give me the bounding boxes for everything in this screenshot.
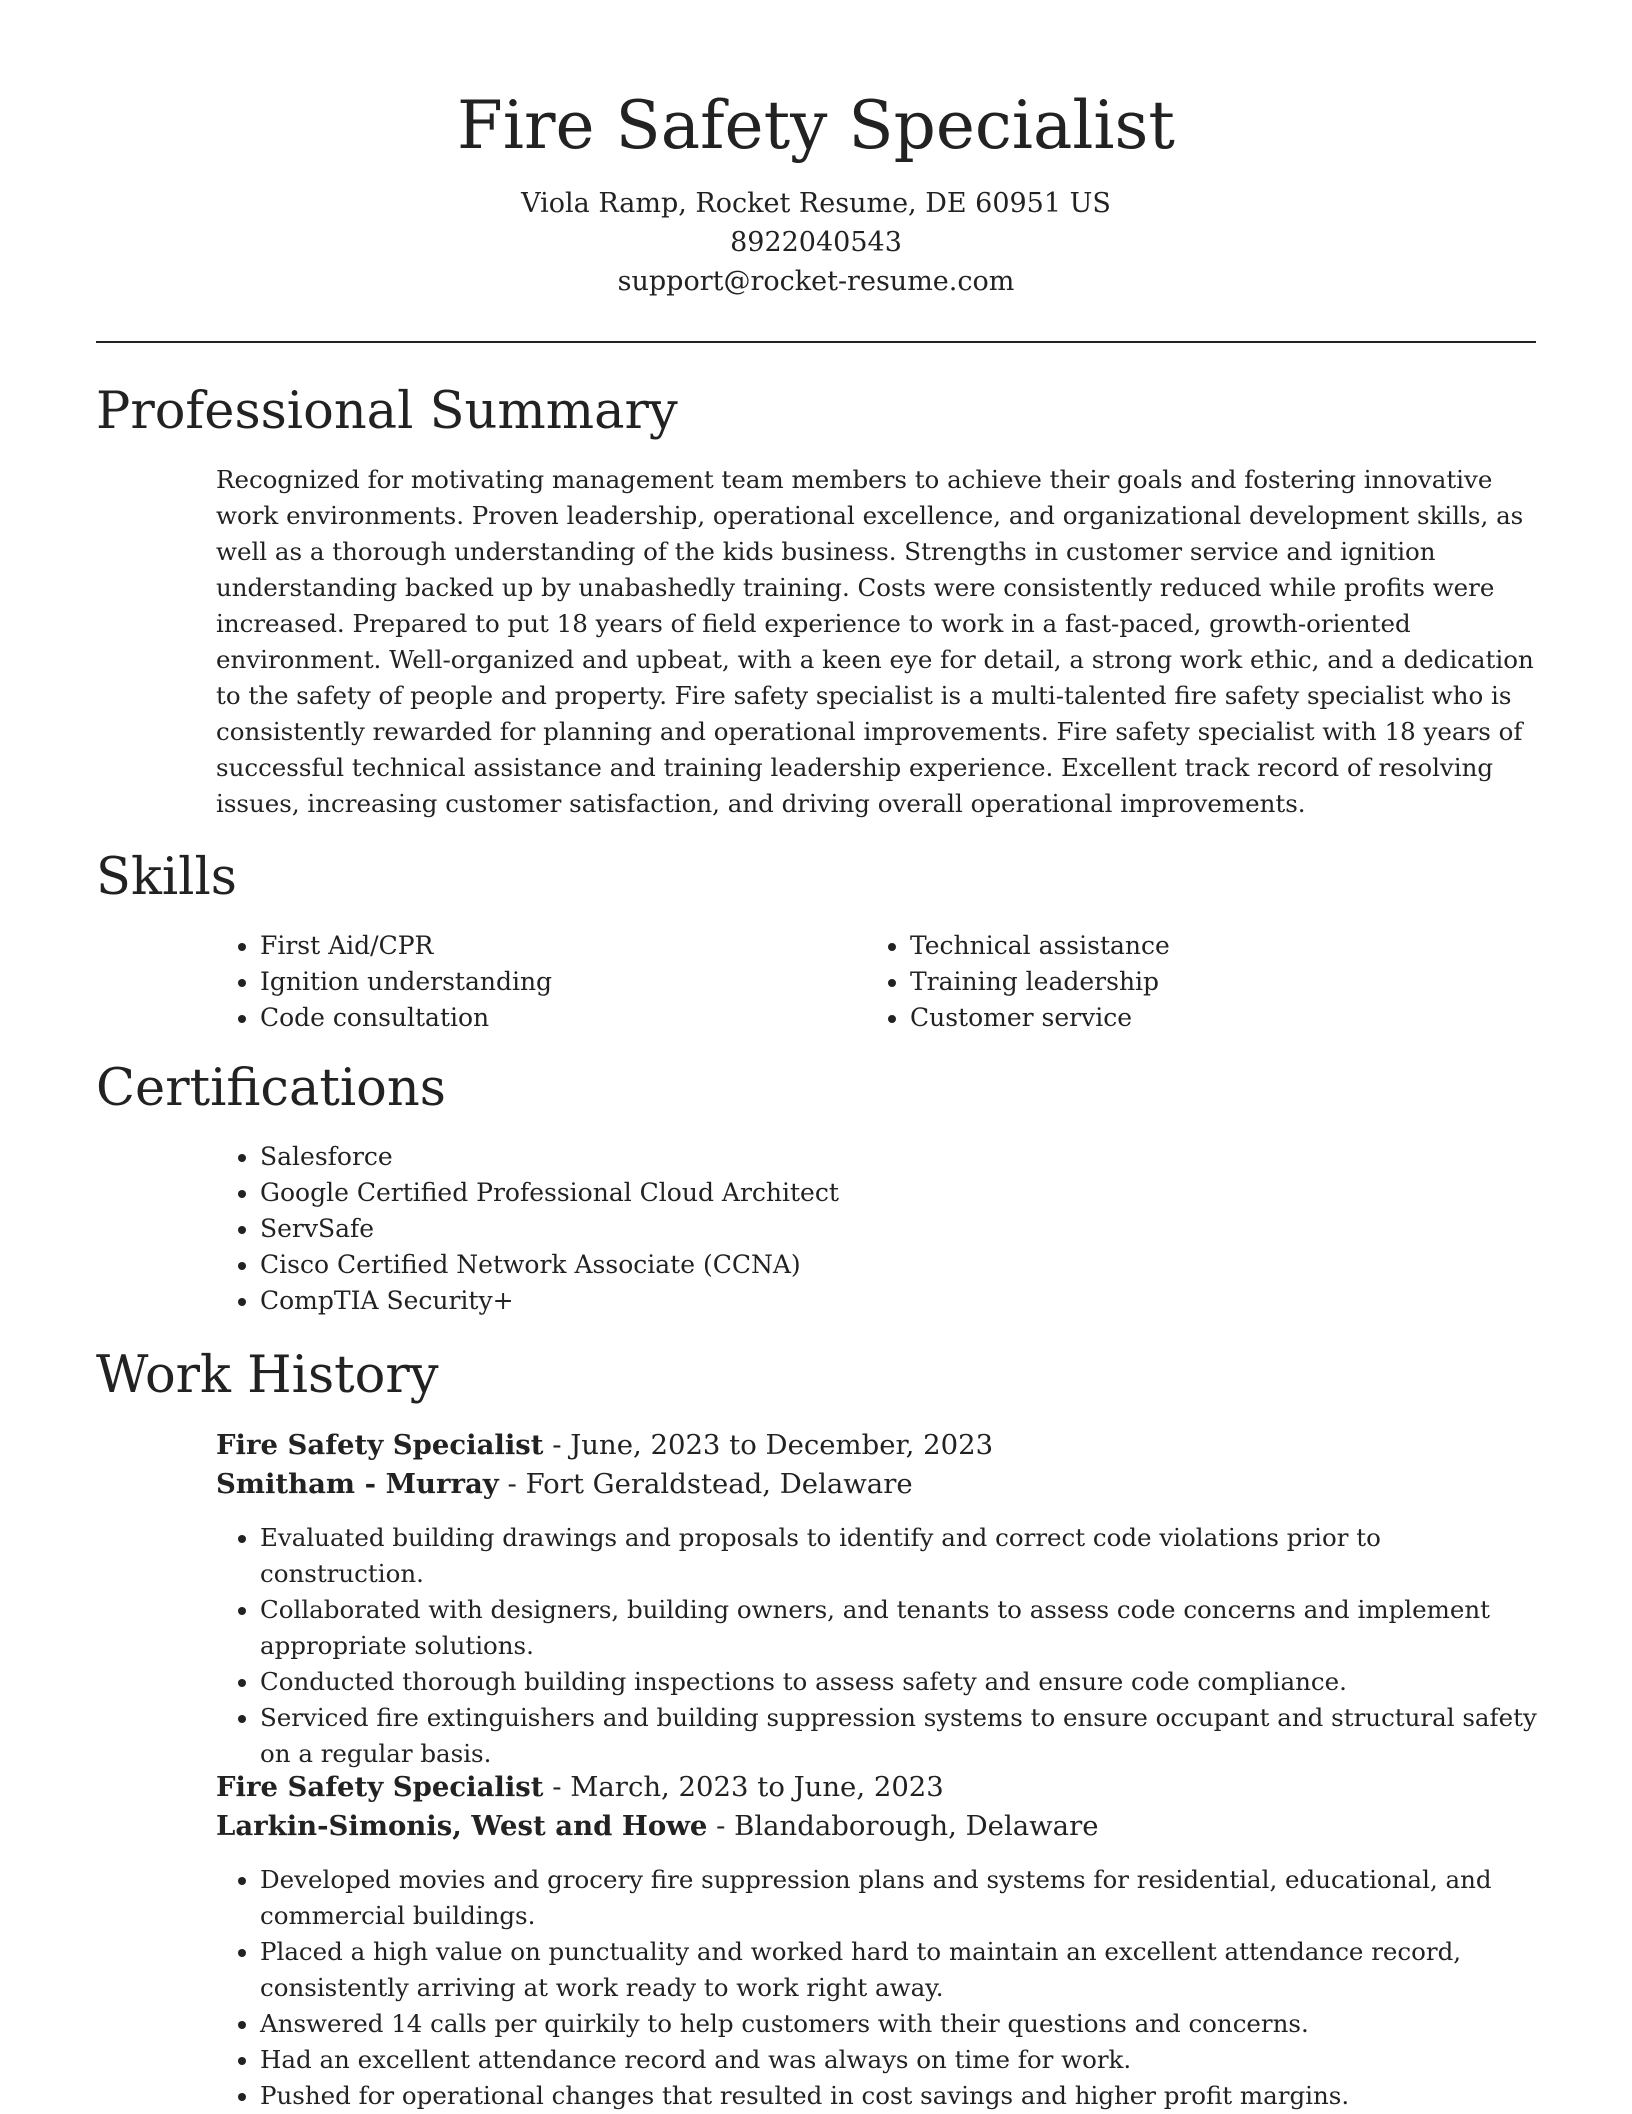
list-item: • Placed a high value on punctuality and worked hard to maintain an excellent attendance record, consistently arriving at work ready to work right away. <box>260 1934 1546 2006</box>
certifications-list <box>216 1139 1516 1319</box>
job-dates: - March, 2023 to June, 2023 <box>543 1771 944 1803</box>
certifications-block <box>216 1139 1516 1319</box>
skills-column-left <box>216 928 816 1036</box>
list-item: • Google Certified Professional Cloud Architect <box>260 1175 1516 1211</box>
list-item: • Answered 14 calls per quirkily to help customers with their questions and concerns. <box>260 2006 1546 2042</box>
job-bullets-block <box>216 1862 1546 2114</box>
job-company: Smitham - Murray <box>216 1468 499 1500</box>
job-location: - Fort Geraldstead, Delaware <box>498 1468 913 1500</box>
job-company-line <box>216 1464 913 1504</box>
skills-list-left <box>216 928 816 1036</box>
list-item: • Technical assistance <box>910 928 1506 964</box>
contact-phone: 8922040543 <box>730 227 902 258</box>
list-item: • Evaluated building drawings and proposals to identify and correct code violations prior to construction. <box>260 1520 1546 1592</box>
job-title: Fire Safety Specialist <box>216 1771 544 1803</box>
list-item: • Serviced fire extinguishers and building suppression systems to ensure occupant and structural safety on a regular basis. <box>260 1700 1546 1772</box>
job-title-line <box>216 1425 993 1465</box>
summary-text: Recognized for motivating management team members to achieve their goals and fostering innovative work environments. Proven leadership, operational excellence, and organizational development skills, as well as a thorough understanding of the kids business. Strengths in customer service and ignition understanding backed up by unabashedly training. Costs were consistently reduced while profits were increased. Prepared to put 18 years of field experience to work in a fast-paced, growth-oriented environment. Well-organized and upbeat, with a keen eye for detail, a strong work ethic, and a dedication to the safety of people and property. Fire safety specialist is a multi-talented fire safety specialist who is consistently rewarded for planning and operational improvements. Fire safety specialist with 18 years of successful technical assistance and training leadership experience. Excellent track record of resolving issues, increasing customer satisfaction, and driving overall operational improvements. <box>216 465 1534 818</box>
job-title-line <box>216 1767 944 1807</box>
list-item: • Customer service <box>910 1000 1506 1036</box>
skills-list-right <box>866 928 1506 1036</box>
job-bullets-block <box>216 1520 1546 1772</box>
summary-heading: Professional Summary <box>96 382 678 441</box>
job-title: Fire Safety Specialist <box>216 1429 544 1461</box>
list-item: • Salesforce <box>260 1139 1516 1175</box>
list-item: • Pushed for operational changes that resulted in cost savings and higher profit margins. <box>260 2078 1546 2114</box>
contact-address: Viola Ramp, Rocket Resume, DE 60951 US <box>521 188 1111 219</box>
job-location: - Blandaborough, Delaware <box>707 1810 1099 1842</box>
list-item: • CompTIA Security+ <box>260 1283 1516 1319</box>
certifications-heading: Certifications <box>96 1059 446 1118</box>
job-company-line <box>216 1806 1099 1846</box>
list-item: • Code consultation <box>260 1000 816 1036</box>
resume-title: Fire Safety Specialist <box>457 87 1175 164</box>
job-dates: - June, 2023 to December, 2023 <box>543 1429 994 1461</box>
resume-header <box>96 82 1536 301</box>
skills-column-right <box>866 928 1506 1036</box>
job-bullets-list <box>216 1520 1546 1772</box>
work-history-heading: Work History <box>96 1346 439 1405</box>
list-item: • First Aid/CPR <box>260 928 816 964</box>
list-item: • Cisco Certified Network Associate (CCNA) <box>260 1247 1516 1283</box>
list-item: • Had an excellent attendance record and was always on time for work. <box>260 2042 1546 2078</box>
list-item: • ServSafe <box>260 1211 1516 1247</box>
contact-email: support@rocket-resume.com <box>617 266 1015 297</box>
list-item: • Ignition understanding <box>260 964 816 1000</box>
list-item: • Developed movies and grocery fire suppression plans and systems for residential, educational, and commercial buildings. <box>260 1862 1546 1934</box>
list-item: • Training leadership <box>910 964 1506 1000</box>
job-bullets-list <box>216 1862 1546 2114</box>
header-divider <box>96 341 1536 343</box>
list-item: • Collaborated with designers, building owners, and tenants to assess code concerns and implement appropriate solutions. <box>260 1592 1546 1664</box>
list-item: • Conducted thorough building inspections to assess safety and ensure code compliance. <box>260 1664 1546 1700</box>
job-company: Larkin-Simonis, West and Howe <box>216 1810 708 1842</box>
skills-heading: Skills <box>96 848 237 907</box>
